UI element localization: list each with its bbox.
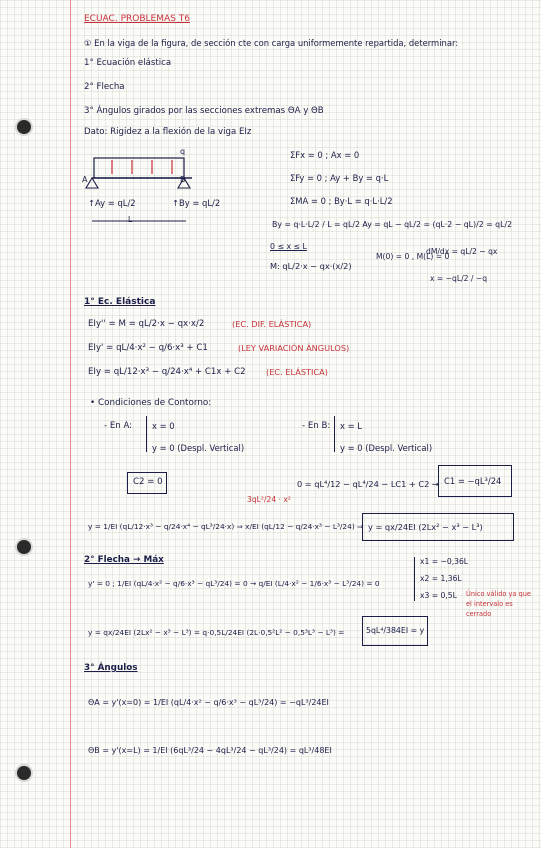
binder-hole [17,120,31,134]
section-deflection-title: 2° Flecha → Máx [84,555,164,565]
root-2: x2 = 1,36L [420,574,462,583]
elastic-eq-3: EIy = qL/12·x³ − q/24·x⁴ + C1x + C2 [88,367,246,377]
root-1: x1 = −0,36L [420,557,469,566]
max-moment-x: x = −qL/2 / −q [430,274,488,283]
load-label: q [180,147,186,156]
boundary-conditions-title: • Condiciones de Contorno: [90,398,212,408]
bc-b-brace [334,416,335,452]
c2-result: C2 = 0 [133,477,163,487]
binder-hole [17,766,31,780]
elastic-eq-2: EIy' = qL/4·x² − q/6·x³ + C1 [88,343,208,353]
task-item-3: 3° Ángulos girados por las secciones extremas ΘA y ΘB [84,106,324,116]
theta-b-equation: ΘB = y'(x=L) = 1/EI (6qL³/24 − 4qL³/24 − qL³/24) = qL³/48EI [88,746,332,755]
root-3: x3 = 0,5L [420,591,457,600]
support-a-label: A [82,175,88,184]
moment-derivative: dM/dx = qL/2 − qx [426,247,498,256]
roots-brace [414,557,415,601]
beam-diagram [84,148,234,228]
given-data: Dato: Rigidez a la flexión de la viga EIz [84,127,252,137]
theta-a-equation: ΘA = y'(x=0) = 1/EI (qL/4·x² − q/6·x³ − qL³/24) = −qL³/24EI [88,698,329,707]
bc-a-label: - En A: [104,421,133,431]
reaction-a-label: ↑Ay = qL/2 [88,198,136,208]
reactions-solution: By = q·L·L/2 / L = qL/2 Ay = qL − qL/2 = (qL·2 − qL)/2 = qL/2 [272,220,513,229]
elastic-eq-3-note: (EC. ELÁSTICA) [266,367,328,377]
moment-conditions: M(0) = 0 , M(L) = 0 [376,252,450,261]
equilibrium-ma: ΣMA = 0 ; By·L = q·L·L/2 [290,196,393,206]
bc-b-label: - En B: [302,421,331,431]
equilibrium-fx: ΣFx = 0 ; Ax = 0 [290,150,360,160]
c1-equation: 0 = qL⁴/12 − qL⁴/24 − LC1 + C2 → [297,479,439,489]
deflection-derivation: y = 1/EI (qL/12·x³ − q/24·x⁴ − qL³/24·x) ⇒ x/EI (qL/12 − q/24·x³ − L³/24) ⇒ [88,522,364,531]
bc-b-y: y = 0 (Despl. Vertical) [340,443,433,453]
deflection-max-condition: y' = 0 ; 1/EI (qL/4·x² − q/6·x³ − qL³/24) = 0 → q/EI (L/4·x² − 1/6·x³ − L³/24) = 0 [88,579,380,588]
bc-a-x: x = 0 [152,421,175,431]
section-angles-title: 3° Ángulos [84,663,138,673]
substitution-note: 3qL²/24 · x² [247,495,291,504]
max-deflection-result: 5qL⁴/384EI = y [366,626,425,635]
max-deflection-calc: y = qx/24EI (2Lx² − x³ − L³) = q·0,5L/24EI (2L·0,5²L² − 0,5³L³ − L³) = [88,628,345,637]
bc-a-y: y = 0 (Despl. Vertical) [152,443,245,453]
elastic-eq-2-note: (LEY VARIACIÓN ÁNGULOS) [238,343,350,353]
moment-range: 0 ≤ x ≤ L [270,242,307,251]
elastic-eq-1-note: (EC. DIF. ELÁSTICA) [232,319,312,329]
c1-result: C1 = −qL³/24 [444,476,502,486]
equilibrium-fy: ΣFy = 0 ; Ay + By = q·L [290,173,389,183]
section-elastic-title: 1° Ec. Elástica [84,297,156,307]
problem-statement: ① En la viga de la figura, de sección cte con carga uniformemente repartida, determinar: [84,38,459,48]
task-item-2: 2° Flecha [84,82,125,92]
moment-expression: M: qL/2·x − qx·(x/2) [270,261,352,271]
elastic-eq-1: EIy'' = M = qL/2·x − qx·x/2 [88,319,205,329]
span-label: L [128,215,133,224]
root-validity-note: Único válido ya que el intervalo es cerrado [466,590,531,618]
bc-b-x: x = L [340,421,362,431]
deflection-equation: y = qx/24EI (2Lx² − x³ − L³) [368,522,483,532]
bc-a-brace [146,416,147,452]
binder-hole [17,540,31,554]
task-item-1: 1° Ecuación elástica [84,58,172,68]
notebook-margin-line [70,0,71,848]
page-header: ECUAC. PROBLEMAS T6 [84,14,190,24]
support-b-label: B [180,175,186,184]
reaction-b-label: ↑By = qL/2 [172,198,221,208]
